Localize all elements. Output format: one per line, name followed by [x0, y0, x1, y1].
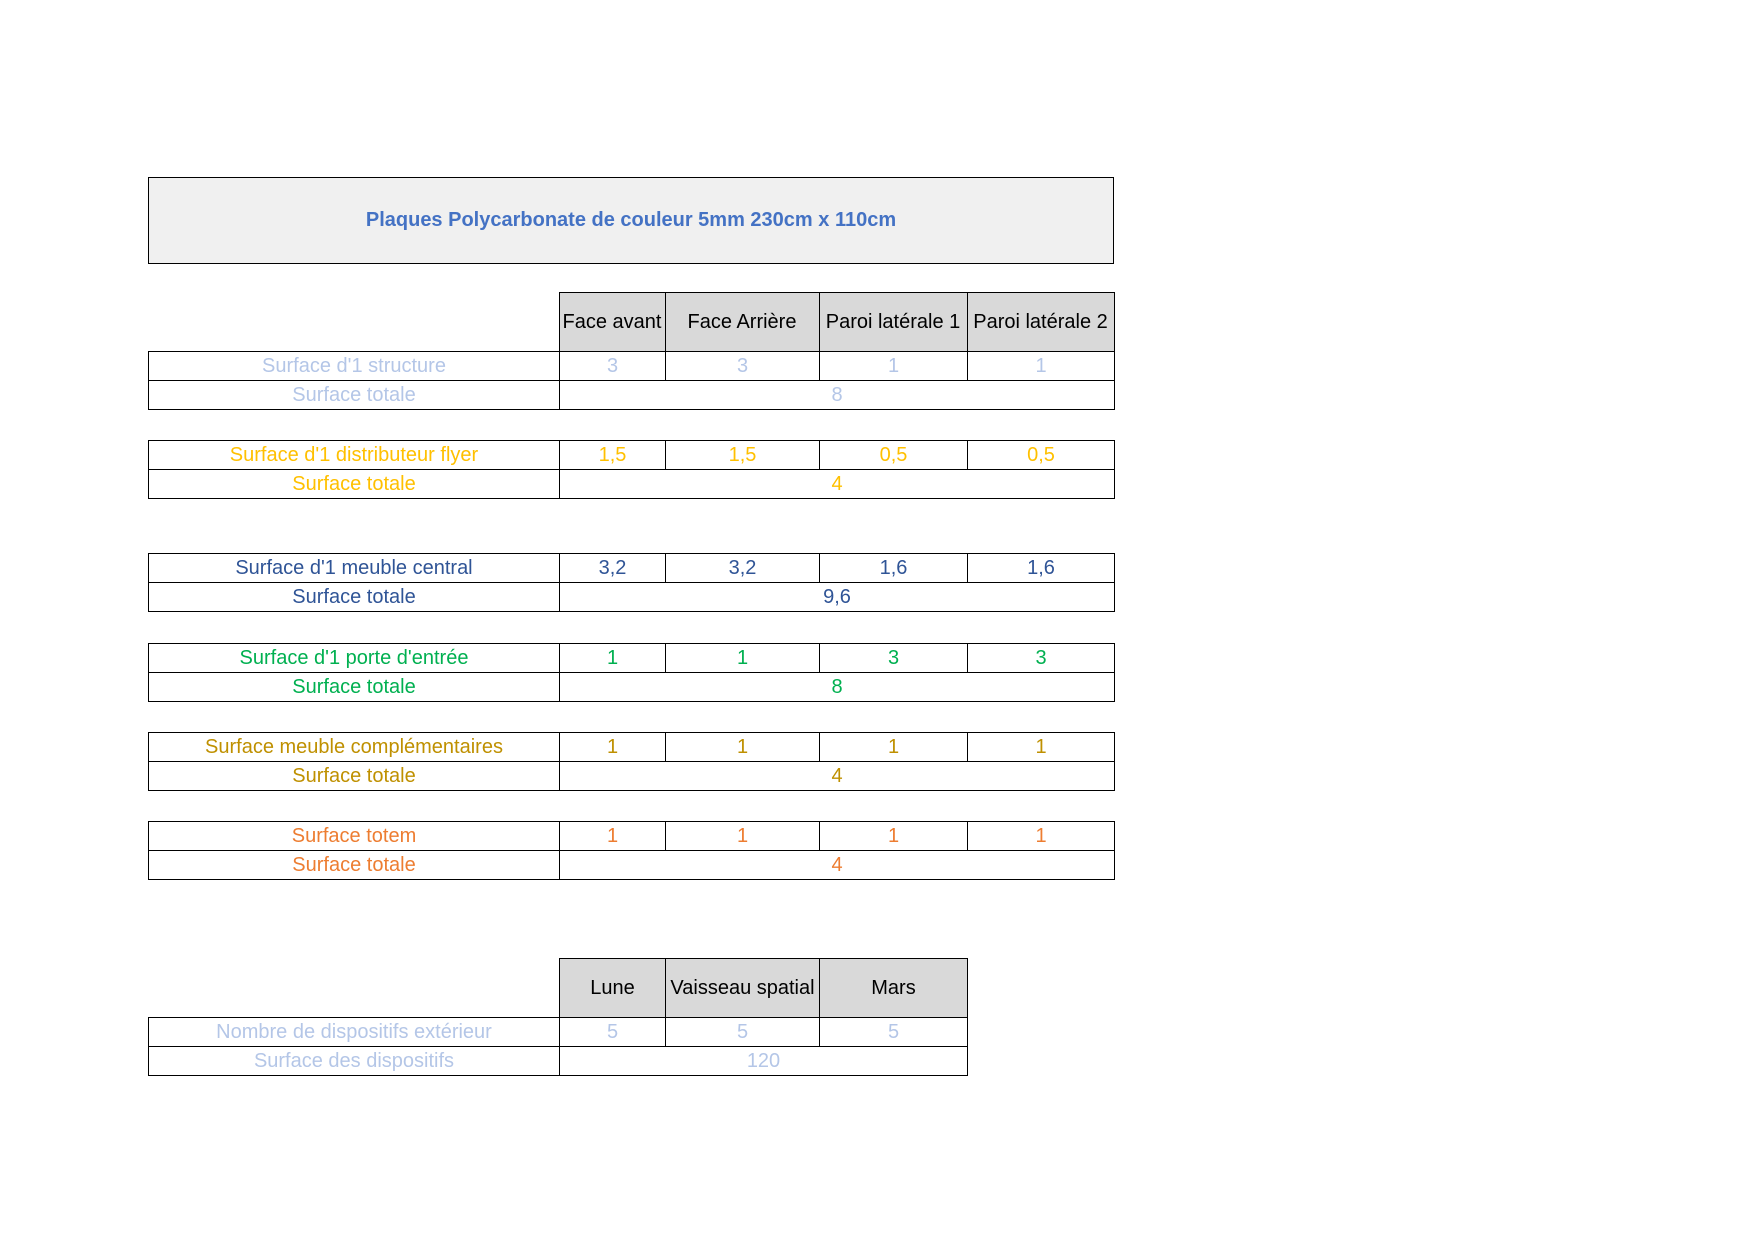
table-row [149, 673, 1115, 702]
table-row [149, 554, 1115, 583]
value-cell: 1 [666, 822, 820, 851]
value-cell: 1 [560, 644, 666, 673]
total-label: Surface totale [149, 470, 560, 499]
header-lune: Lune [560, 959, 666, 1018]
value-cell: 3 [666, 352, 820, 381]
total-value: 8 [560, 381, 1115, 410]
value-cell: 3,2 [560, 554, 666, 583]
row-label: Surface d'1 structure [149, 352, 560, 381]
total-value: 120 [560, 1047, 968, 1076]
table-row [149, 733, 1115, 762]
header-blank-cell [148, 293, 559, 352]
total-label: Surface totale [149, 583, 560, 612]
group-central [148, 553, 1115, 612]
total-value: 4 [560, 470, 1115, 499]
value-cell: 1 [560, 822, 666, 851]
table-row [149, 441, 1115, 470]
value-cell: 5 [666, 1018, 820, 1047]
total-label: Surface totale [149, 851, 560, 880]
row-label: Surface d'1 meuble central [149, 554, 560, 583]
value-cell: 3 [560, 352, 666, 381]
table-row [149, 822, 1115, 851]
table-row [149, 1018, 968, 1047]
value-cell: 0,5 [820, 441, 968, 470]
table-row [149, 352, 1115, 381]
value-cell: 1 [820, 733, 968, 762]
row-label: Surface d'1 distributeur flyer [149, 441, 560, 470]
table-row [149, 470, 1115, 499]
value-cell: 5 [560, 1018, 666, 1047]
table-row [149, 851, 1115, 880]
page-title: Plaques Polycarbonate de couleur 5mm 230cm x 110cm [365, 209, 897, 231]
value-cell: 0,5 [968, 441, 1115, 470]
table-row [149, 762, 1115, 791]
value-cell: 1 [968, 733, 1115, 762]
total-value: 4 [560, 851, 1115, 880]
row-label: Nombre de dispositifs extérieur [149, 1018, 560, 1047]
value-cell: 5 [820, 1018, 968, 1047]
row-label: Surface meuble complémentaires [149, 733, 560, 762]
header-mars: Mars [820, 959, 968, 1018]
total-label: Surface totale [149, 762, 560, 791]
value-cell: 1 [820, 822, 968, 851]
header-paroi-laterale-2: Paroi latérale 2 [967, 293, 1114, 352]
group-complementaires [148, 732, 1115, 791]
row-label: Surface d'1 porte d'entrée [149, 644, 560, 673]
value-cell: 3 [820, 644, 968, 673]
header-face-avant: Face avant [559, 293, 665, 352]
total-value: 9,6 [560, 583, 1115, 612]
total-value: 8 [560, 673, 1115, 702]
table-row [149, 381, 1115, 410]
value-cell: 1,6 [968, 554, 1115, 583]
total-label: Surface des dispositifs [149, 1047, 560, 1076]
value-cell: 3 [968, 644, 1115, 673]
header-paroi-laterale-1: Paroi latérale 1 [819, 293, 967, 352]
header-blank-cell [149, 959, 560, 1018]
table-row [149, 1047, 968, 1076]
dispositifs-table [148, 958, 968, 1076]
table-row [149, 583, 1115, 612]
group-porte [148, 643, 1115, 702]
value-cell: 1 [560, 733, 666, 762]
value-cell: 1 [968, 352, 1115, 381]
header-face-arriere: Face Arrière [665, 293, 819, 352]
total-label: Surface totale [149, 381, 560, 410]
value-cell: 1 [820, 352, 968, 381]
row-label: Surface totem [149, 822, 560, 851]
value-cell: 1,5 [560, 441, 666, 470]
total-label: Surface totale [149, 673, 560, 702]
value-cell: 1 [666, 644, 820, 673]
header-table [148, 292, 1115, 352]
value-cell: 1,6 [820, 554, 968, 583]
value-cell: 1 [968, 822, 1115, 851]
value-cell: 1,5 [666, 441, 820, 470]
group-structure [148, 351, 1115, 410]
header-vaisseau-spatial: Vaisseau spatial [666, 959, 820, 1018]
value-cell: 1 [666, 733, 820, 762]
group-flyer [148, 440, 1115, 499]
title-box [148, 177, 1114, 264]
table-row [149, 644, 1115, 673]
total-value: 4 [560, 762, 1115, 791]
group-totem [148, 821, 1115, 880]
value-cell: 3,2 [666, 554, 820, 583]
